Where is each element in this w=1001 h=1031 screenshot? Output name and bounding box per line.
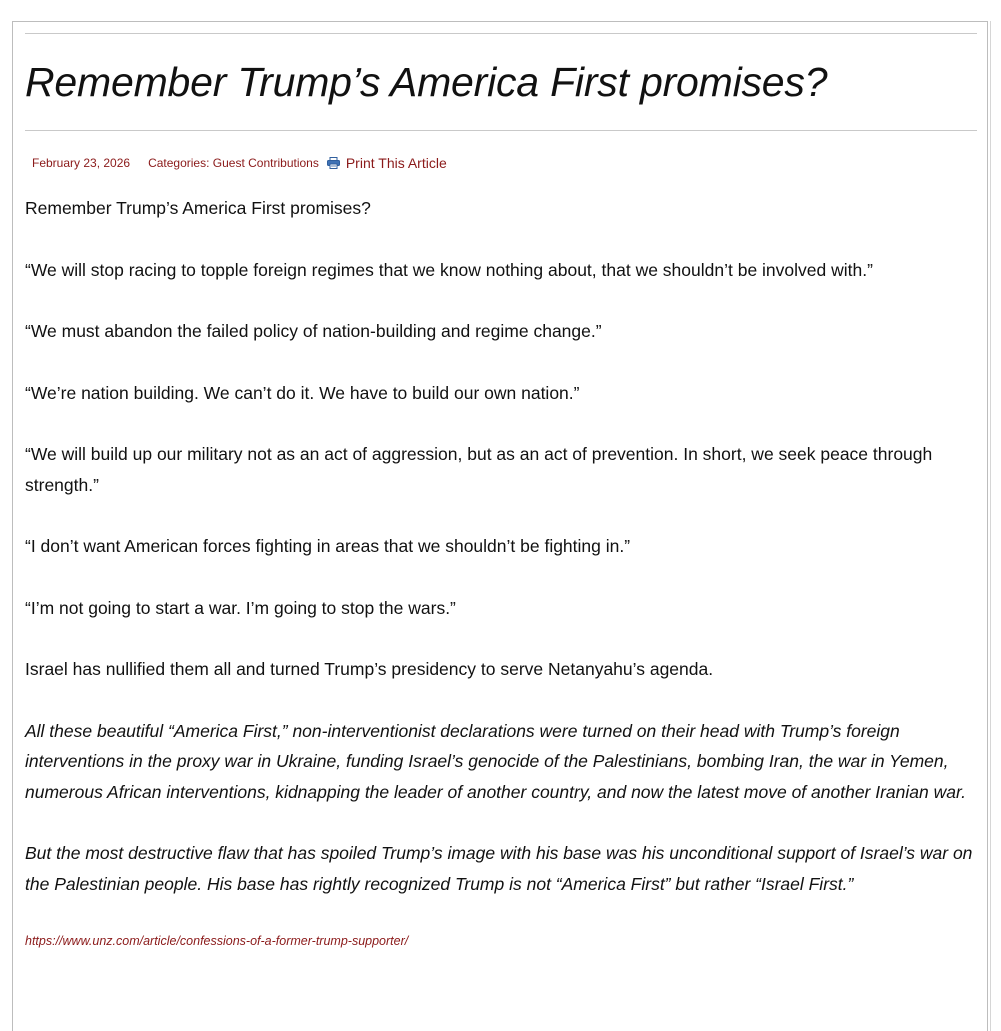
source-link[interactable]: https://www.unz.com/article/confessions-of-a-former-trump-supporter/	[25, 934, 409, 948]
article-meta	[25, 131, 977, 193]
quote-paragraph: “We must abandon the failed policy of nation-building and regime change.”	[25, 321, 602, 341]
italic-paragraph: All these beautiful “America First,” non-interventionist declarations were turned on their head with Trump’s foreign interventions in the proxy war in Ukraine, funding Israel’s genocide of the Palestinians, bombing Iran, the war in Yemen, numerous African interventions, kidnapping the leader of another country, and now the latest move of another Iranian war.	[25, 720, 967, 802]
quote-paragraph: “I don’t want American forces fighting in areas that we shouldn’t be fighting in.”	[25, 536, 631, 556]
quote-paragraph: “I’m not going to start a war. I’m going to stop the wars.”	[25, 597, 456, 618]
quote-paragraph: “We’re nation building. We can’t do it. We have to build our own nation.”	[25, 382, 580, 403]
quote-paragraph: “We will build up our military not as an act of aggression, but as an act of prevention. In short, we seek peace through strength.”	[25, 444, 933, 495]
article-title: Remember Trump’s America First promises?	[25, 59, 828, 105]
article	[25, 33, 977, 950]
print-article-button[interactable]	[327, 155, 447, 171]
printer-icon	[327, 156, 340, 168]
print-article-label: Print This Article	[345, 155, 447, 171]
italic-paragraph: But the most destructive flaw that has spoiled Trump’s image with his base was his unconditional support of Israel’s war on the Palestinian people. His base has rightly recognized Trump is not “America First” but rather “Israel First.”	[25, 843, 973, 894]
paragraph: Israel has nullified them all and turned Trump’s presidency to serve Netanyahu’s agenda.	[25, 659, 714, 679]
post-date: February 23, 2026	[32, 156, 131, 170]
paragraph: Remember Trump’s America First promises?	[25, 198, 371, 218]
sidebar-edge	[990, 21, 1001, 1031]
category-link-guest-contributions[interactable]: Guest Contributions	[212, 156, 319, 170]
article-body	[25, 193, 977, 950]
quote-paragraph: “We will stop racing to topple foreign regimes that we know nothing about, that we shouldn’t be involved with.”	[25, 259, 873, 280]
categories-label: Categories:	[148, 156, 210, 170]
categories	[148, 156, 319, 170]
